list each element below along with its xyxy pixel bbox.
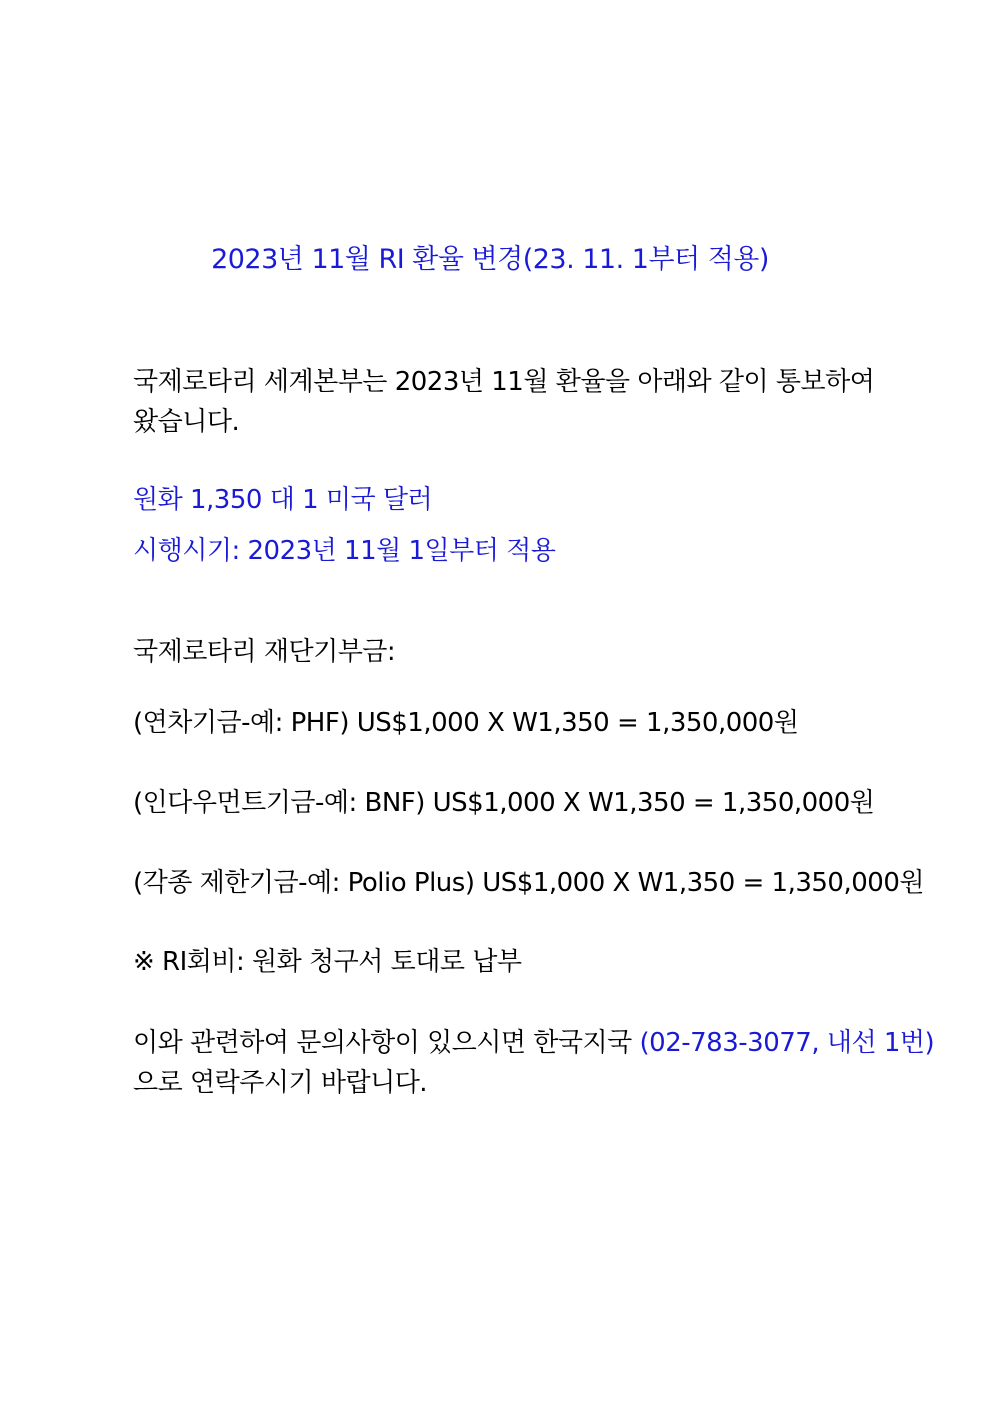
page-title: 2023년 11월 RI 환율 변경(23. 11. 1부터 적용) (211, 244, 769, 275)
exchange-rate: 원화 1,350 대 1 미국 달러 (133, 485, 433, 515)
contact-line-2: 으로 연락주시기 바랍니다. (133, 1068, 428, 1098)
contact-phone: (02-783-3077, 내선 1번) (639, 1028, 935, 1058)
contact-line-1 (133, 1023, 934, 1063)
foundation-item-endowment: (인다우먼트기금-예: BNF) US$1,000 X W1,350 = 1,350,000원 (133, 788, 875, 818)
intro-line-2: 왔습니다. (133, 407, 240, 437)
foundation-item-restricted: (각종 제한기금-예: Polio Plus) US$1,000 X W1,350 = 1,350,000원 (133, 868, 924, 898)
dues-note: ※ RI회비: 원화 청구서 토대로 납부 (133, 947, 522, 977)
effective-date: 시행시기: 2023년 11월 1일부터 적용 (133, 536, 556, 566)
foundation-heading: 국제로타리 재단기부금: (133, 637, 396, 667)
contact-text: 이와 관련하여 문의사항이 있으시면 한국지국 (133, 1028, 640, 1058)
foundation-item-annual-fund: (연차기금-예: PHF) US$1,000 X W1,350 = 1,350,000원 (133, 708, 799, 738)
intro-line-1: 국제로타리 세계본부는 2023년 11월 환율을 아래와 같이 통보하여 (133, 367, 875, 397)
